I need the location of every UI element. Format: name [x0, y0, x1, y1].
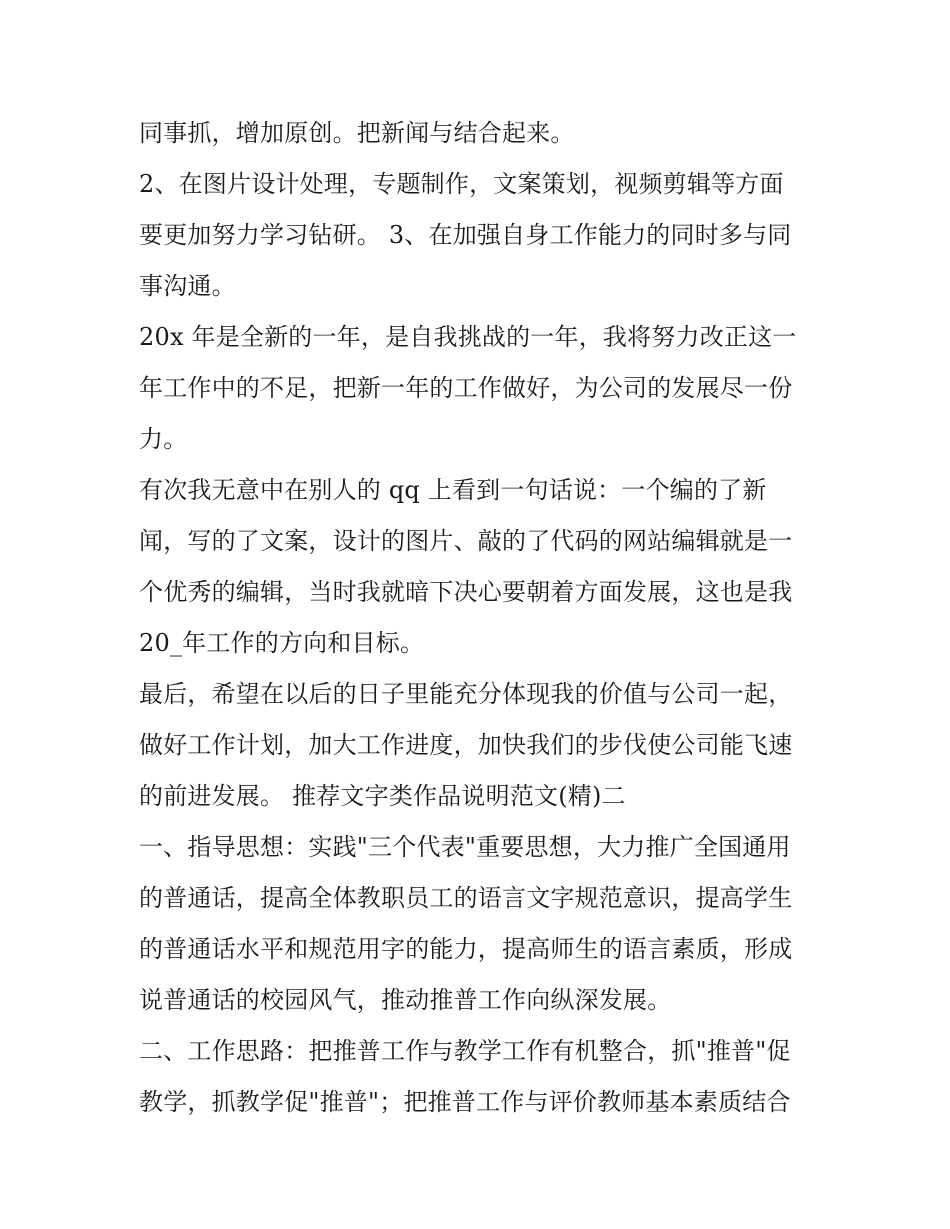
- text-line: 的普通话水平和规范用字的能力，提高师生的语言素质，形成: [139, 935, 793, 963]
- text-line: 闻，写的了文案，设计的图片、敲的了代码的网站编辑就是一: [139, 527, 793, 555]
- document-body: [139, 108, 819, 1128]
- text-line: 最后，希望在以后的日子里能充分体现我的价值与公司一起，: [139, 680, 793, 708]
- text-line: 同事抓，增加原创。把新闻与结合起来。: [139, 119, 575, 147]
- text-line: 年工作中的不足，把新一年的工作做好，为公司的发展尽一份: [139, 374, 793, 402]
- text-line: 的前进发展。 推荐文字类作品说明范文(精)二: [139, 782, 626, 810]
- text-line: 2、在图片设计处理，专题制作，文案策划，视频剪辑等方面: [139, 170, 784, 198]
- text-line: 二、工作思路：把推普工作与教学工作有机整合，抓"推普"促: [139, 1037, 791, 1065]
- text-line: 说普通话的校园风气，推动推普工作向纵深发展。: [139, 986, 672, 1014]
- text-line: 20_年工作的方向和目标。: [139, 629, 425, 657]
- text-line: 要更加努力学习钻研。 3、在加强自身工作能力的同时多与同: [139, 221, 792, 249]
- text-line: 事沟通。: [139, 272, 236, 300]
- text-line: 力。: [139, 425, 188, 453]
- text-line: 的普通话，提高全体教职员工的语言文字规范意识，提高学生: [139, 884, 793, 912]
- text-line: 有次我无意中在别人的 qq 上看到一句话说：一个编的了新: [139, 476, 767, 504]
- text-line: 20x 年是全新的一年，是自我挑战的一年，我将努力改正这一: [139, 323, 797, 351]
- text-line: 一、指导思想：实践"三个代表"重要思想，大力推广全国通用: [139, 833, 791, 861]
- text-line: 教学，抓教学促"推普"；把推普工作与评价教师基本素质结合: [139, 1088, 791, 1116]
- text-line: 个优秀的编辑，当时我就暗下决心要朝着方面发展，这也是我: [139, 578, 793, 606]
- text-line: 做好工作计划，加大工作进度，加快我们的步伐使公司能飞速: [139, 731, 793, 759]
